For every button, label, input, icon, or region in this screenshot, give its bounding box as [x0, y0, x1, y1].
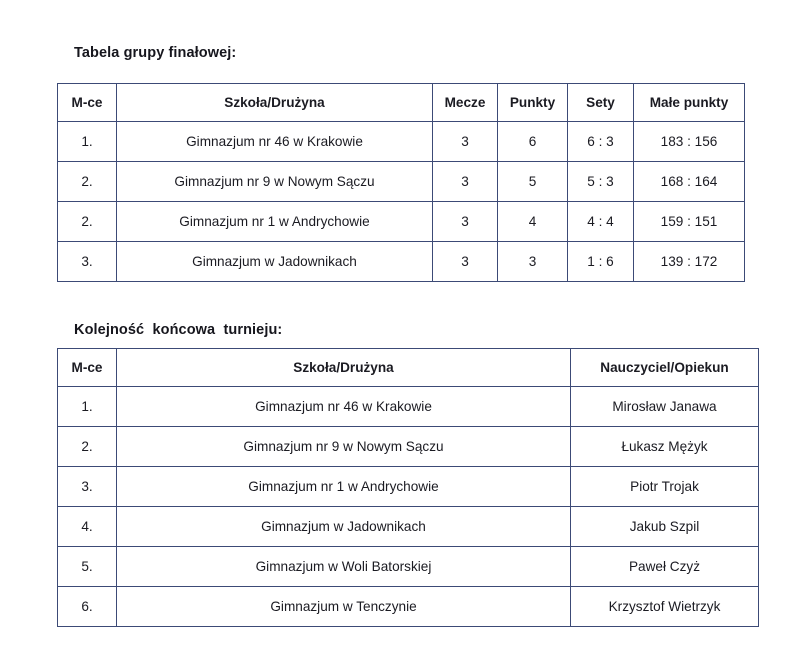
cell-points: 5 [498, 162, 568, 202]
cell-place: 2. [58, 427, 117, 467]
column-header-team: Szkoła/Drużyna [117, 84, 433, 122]
table-row [58, 507, 759, 547]
table-header-row [58, 84, 745, 122]
table-header-row [58, 349, 759, 387]
cell-matches: 3 [433, 202, 498, 242]
cell-coach: Krzysztof Wietrzyk [571, 587, 759, 627]
table-row [58, 547, 759, 587]
column-header-small-points: Małe punkty [634, 84, 745, 122]
cell-team: Gimnazjum w Jadownikach [117, 242, 433, 282]
cell-sets: 4 : 4 [568, 202, 634, 242]
table-final-standings-body [58, 387, 759, 627]
cell-team: Gimnazjum nr 46 w Krakowie [117, 122, 433, 162]
table-row [58, 587, 759, 627]
cell-points: 6 [498, 122, 568, 162]
cell-small-points: 159 : 151 [634, 202, 745, 242]
column-header-coach: Nauczyciel/Opiekun [571, 349, 759, 387]
cell-place: 1. [58, 387, 117, 427]
cell-matches: 3 [433, 122, 498, 162]
column-header-place: M-ce [58, 84, 117, 122]
cell-small-points: 168 : 164 [634, 162, 745, 202]
table-row [58, 202, 745, 242]
table-row [58, 427, 759, 467]
cell-team: Gimnazjum nr 1 w Andrychowie [117, 467, 571, 507]
cell-place: 4. [58, 507, 117, 547]
cell-matches: 3 [433, 242, 498, 282]
table-final-group [57, 83, 745, 282]
cell-coach: Mirosław Janawa [571, 387, 759, 427]
column-header-sets: Sety [568, 84, 634, 122]
table-final-group-head [58, 84, 745, 122]
cell-team: Gimnazjum w Tenczynie [117, 587, 571, 627]
heading-final-group: Tabela grupy finałowej: [74, 45, 237, 61]
table-final-standings-head [58, 349, 759, 387]
cell-team: Gimnazjum w Woli Batorskiej [117, 547, 571, 587]
cell-sets: 5 : 3 [568, 162, 634, 202]
cell-small-points: 139 : 172 [634, 242, 745, 282]
cell-team: Gimnazjum nr 46 w Krakowie [117, 387, 571, 427]
cell-place: 1. [58, 122, 117, 162]
table-final-standings [57, 348, 759, 627]
table-final-group-body [58, 122, 745, 282]
cell-sets: 1 : 6 [568, 242, 634, 282]
column-header-matches: Mecze [433, 84, 498, 122]
cell-sets: 6 : 3 [568, 122, 634, 162]
cell-team: Gimnazjum nr 9 w Nowym Sączu [117, 162, 433, 202]
cell-team: Gimnazjum w Jadownikach [117, 507, 571, 547]
column-header-place: M-ce [58, 349, 117, 387]
column-header-points: Punkty [498, 84, 568, 122]
table-row [58, 122, 745, 162]
table-row [58, 387, 759, 427]
cell-team: Gimnazjum nr 9 w Nowym Sączu [117, 427, 571, 467]
heading-final-standings: Kolejność końcowa turnieju: [74, 322, 283, 338]
cell-place: 3. [58, 242, 117, 282]
table-row [58, 162, 745, 202]
column-header-team: Szkoła/Drużyna [117, 349, 571, 387]
cell-place: 5. [58, 547, 117, 587]
cell-small-points: 183 : 156 [634, 122, 745, 162]
table-row [58, 242, 745, 282]
cell-coach: Paweł Czyż [571, 547, 759, 587]
table-row [58, 467, 759, 507]
cell-coach: Piotr Trojak [571, 467, 759, 507]
cell-points: 3 [498, 242, 568, 282]
cell-points: 4 [498, 202, 568, 242]
cell-place: 2. [58, 202, 117, 242]
cell-team: Gimnazjum nr 1 w Andrychowie [117, 202, 433, 242]
cell-coach: Jakub Szpil [571, 507, 759, 547]
cell-place: 3. [58, 467, 117, 507]
cell-place: 6. [58, 587, 117, 627]
cell-place: 2. [58, 162, 117, 202]
cell-matches: 3 [433, 162, 498, 202]
cell-coach: Łukasz Mężyk [571, 427, 759, 467]
